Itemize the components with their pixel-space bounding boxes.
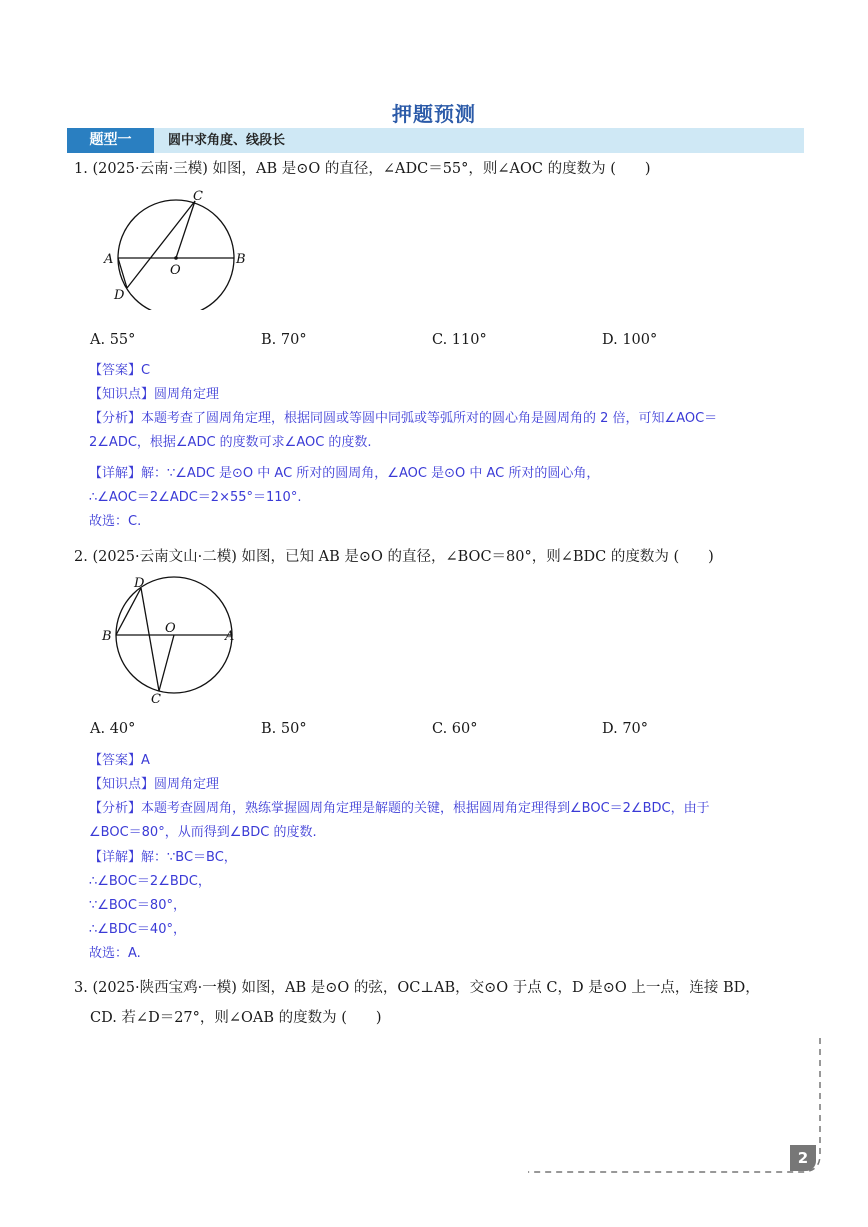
q2-analysis-line1: 【分析】本题考查圆周角，熟练掌握圆周角定理是解题的关键，根据圆周角定理得到∠BOC＝2∠BDC，由于: [89, 801, 710, 816]
label-o: O: [170, 263, 181, 278]
q1-option-a[interactable]: A. 55°: [90, 332, 136, 348]
question-type-topic: 圆中求角度、线段长: [168, 133, 286, 148]
q1-option-b[interactable]: B. 70°: [261, 332, 307, 348]
label-b: B: [236, 252, 246, 267]
q1-analysis-line2: 2∠ADC，根据∠ADC 的度数可求∠AOC 的度数.: [89, 435, 372, 450]
question-3-stem-line1: 3. (2025·陕西宝鸡·一模) 如图，AB 是⊙O 的弦，OC⊥AB，交⊙O 于点 C，D 是⊙O 上一点，连接 BD，: [74, 980, 760, 996]
question-2-stem: 2. (2025·云南文山·二模) 如图，已知 AB 是⊙O 的直径，∠BOC＝80°，则∠BDC 的度数为 ( ): [74, 549, 714, 565]
q1-knowledge-point: 【知识点】圆周角定理: [89, 387, 220, 402]
q1-option-d[interactable]: D. 100°: [602, 332, 658, 348]
q1-detail-line1: 【详解】解：∵∠ADC 是⊙O 中 AC 所对的圆周角，∠AOC 是⊙O 中 AC 所对的圆心角，: [89, 466, 600, 481]
segment-oc: [159, 635, 174, 691]
question-3-stem-line2: CD. 若∠D＝27°，则∠OAB 的度数为 ( ): [90, 1010, 382, 1026]
q1-option-c[interactable]: C. 110°: [432, 332, 487, 348]
q2-analysis-line2: ∠BOC＝80°，从而得到∠BDC 的度数.: [89, 825, 317, 840]
q1-choice: 故选：C.: [89, 514, 142, 529]
center-point: [174, 256, 178, 260]
q2-knowledge-point: 【知识点】圆周角定理: [89, 777, 220, 792]
q2-answer: 【答案】A: [89, 753, 150, 768]
label-a: A: [104, 252, 114, 267]
question-type-tag: 题型一: [67, 128, 154, 153]
chord-dc: [141, 588, 159, 691]
q2-detail-line2: ∴∠BOC＝2∠BDC，: [89, 874, 211, 889]
q2-option-a[interactable]: A. 40°: [90, 721, 136, 737]
q2-choice: 故选：A.: [89, 946, 141, 961]
label-o: O: [165, 621, 176, 636]
label-d: D: [114, 288, 125, 303]
label-c: C: [151, 692, 161, 705]
chord-db: [116, 588, 141, 635]
page-number: 2: [790, 1145, 816, 1171]
q2-option-b[interactable]: B. 50°: [261, 721, 307, 737]
page-title: 押题预测: [392, 102, 476, 126]
q2-option-d[interactable]: D. 70°: [602, 721, 649, 737]
segment-oc: [176, 201, 195, 258]
label-b: B: [102, 629, 112, 644]
q2-detail-line3: ∵∠BOC＝80°，: [89, 898, 186, 913]
q1-detail-line2: ∴∠AOC＝2∠ADC＝2×55°＝110°.: [89, 490, 302, 505]
circle: [118, 200, 234, 310]
label-d: D: [134, 576, 145, 591]
q2-detail-line1: 【详解】解：∵BC＝BC，: [89, 850, 237, 865]
q2-option-c[interactable]: C. 60°: [432, 721, 478, 737]
q1-answer: 【答案】C: [89, 363, 151, 378]
label-c: C: [193, 189, 203, 204]
q2-detail-line4: ∴∠BDC＝40°，: [89, 922, 186, 937]
question-1-figure: [100, 185, 260, 310]
question-1-stem: 1. (2025·云南·三模) 如图，AB 是⊙O 的直径，∠ADC＝55°，则∠AOC 的度数为 ( ): [74, 161, 651, 177]
q1-analysis-line1: 【分析】本题考查了圆周角定理，根据同圆或等圆中同弧或等弧所对的圆心角是圆周角的 2 倍，可知∠AOC＝: [89, 411, 718, 426]
page-corner-decoration: [520, 1030, 830, 1180]
question-2-figure: [98, 575, 248, 705]
label-a: A: [225, 629, 235, 644]
